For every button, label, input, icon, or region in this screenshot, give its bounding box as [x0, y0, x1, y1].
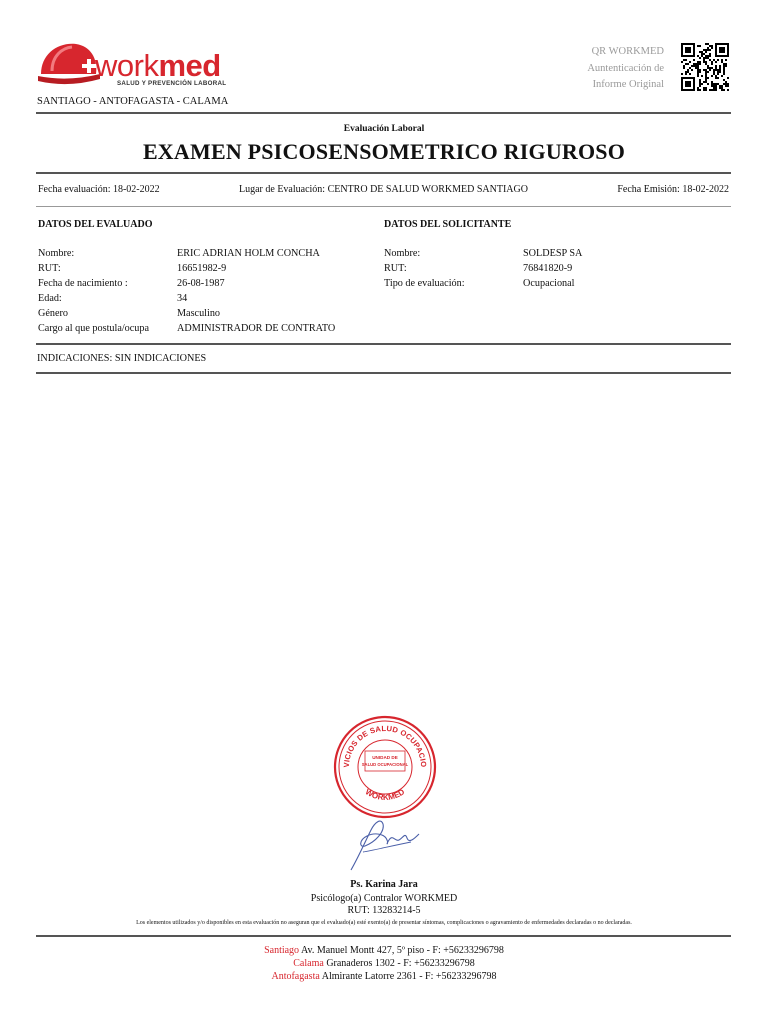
label-edad: Edad:	[38, 293, 62, 304]
lugar-evaluacion: Lugar de Evaluación: CENTRO DE SALUD WORKMED SANTIAGO	[239, 184, 528, 195]
svg-text:WORKMED	[364, 787, 407, 802]
signer-role: Psicólogo(a) Contralor WORKMED	[310, 893, 458, 904]
label-cargo: Cargo al que postula/ocupa	[38, 323, 149, 334]
stamp-bottom-text: WORKMED	[363, 787, 407, 803]
stamp-center-line1: UNIDAD DE	[372, 755, 398, 760]
indicaciones: INDICACIONES: SIN INDICACIONES	[37, 353, 207, 364]
solicitante-labels	[384, 246, 465, 291]
address-text: Almirante Latorre 2361 - F: +56233296798	[319, 971, 497, 982]
meta-divider	[36, 206, 731, 207]
qr-line3: Informe Original	[592, 79, 664, 90]
label-nacimiento: Fecha de nacimiento :	[38, 278, 128, 289]
stamp-center-line2: SALUD OCUPACIONAL	[361, 762, 409, 767]
data-divider	[36, 343, 731, 345]
value-cargo: ADMINISTRADOR DE CONTRATO	[177, 323, 336, 334]
solicitante-values	[523, 246, 582, 291]
evaluado-heading: DATOS DEL EVALUADO	[38, 219, 153, 230]
sol-label-nombre: Nombre:	[384, 248, 421, 259]
indicaciones-divider	[36, 372, 731, 374]
address-antofagasta	[0, 971, 768, 982]
label-nombre: Nombre:	[38, 248, 75, 259]
evaluado-values	[177, 246, 335, 336]
brand-bold: med	[158, 48, 221, 83]
sol-value-rut: 76841820-9	[523, 263, 573, 274]
sol-label-rut: RUT:	[384, 263, 407, 274]
label-rut: RUT:	[38, 263, 61, 274]
qr-code-icon	[681, 43, 729, 91]
disclaimer: Los elementos utilizados y/o disponibles en esta evaluación no aseguran que el evaluado(a) esté exento(a) de presentar síntomas, complicaciones o agravamiento de enfermedades declaradas o no declaradas.	[136, 920, 632, 926]
label-genero: Género	[38, 308, 68, 319]
qr-label	[544, 44, 664, 94]
title-divider	[36, 172, 731, 174]
address-city: Calama	[293, 958, 324, 969]
address-city: Antofagasta	[271, 971, 320, 982]
fecha-evaluacion: Fecha evaluación: 18-02-2022	[38, 184, 160, 195]
address-santiago	[0, 945, 768, 956]
sol-value-tipo: Ocupacional	[523, 278, 575, 289]
cities-line: SANTIAGO - ANTOFAGASTA - CALAMA	[37, 96, 229, 107]
footer-divider	[36, 935, 731, 937]
header-divider	[36, 112, 731, 114]
stamp-seal-icon	[331, 713, 439, 821]
brand-light: work	[95, 48, 159, 83]
value-rut: 16651982-9	[177, 263, 227, 274]
address-calama	[0, 958, 768, 969]
value-nacimiento: 26-08-1987	[177, 278, 225, 289]
qr-title: QR WORKMED	[591, 46, 664, 57]
stamp-top-text: VICIOS DE SALUD OCUPACIO	[341, 723, 429, 768]
signer-rut: RUT: 13283214-5	[347, 905, 421, 916]
evaluado-labels	[38, 246, 149, 336]
signature-scribble	[345, 812, 425, 874]
handwritten-signature-icon	[345, 812, 425, 874]
solicitante-heading: DATOS DEL SOLICITANTE	[384, 219, 512, 230]
value-genero: Masculino	[177, 308, 221, 319]
address-text: Av. Manuel Montt 427, 5º piso - F: +56233296798	[299, 945, 504, 956]
address-city: Santiago	[264, 945, 300, 956]
fecha-emision: Fecha Emisión: 18-02-2022	[617, 184, 729, 195]
document-title: EXAMEN PSICOSENSOMETRICO RIGUROSO	[142, 139, 626, 164]
document-subtitle: Evaluación Laboral	[343, 124, 425, 134]
brand-wordmark	[95, 50, 221, 81]
value-nombre: ERIC ADRIAN HOLM CONCHA	[177, 248, 320, 259]
sol-label-tipo: Tipo de evaluación:	[384, 278, 465, 289]
qr-line2: Auntenticación de	[587, 62, 664, 74]
brand-tagline: SALUD Y PREVENCIÓN LABORAL	[117, 80, 227, 87]
value-edad: 34	[177, 293, 188, 304]
signer-name: Ps. Karina Jara	[350, 879, 418, 890]
sol-value-nombre: SOLDESP SA	[523, 248, 583, 259]
occupational-health-stamp	[331, 713, 439, 821]
address-text: Granaderos 1302 - F: +56233296798	[323, 958, 475, 969]
